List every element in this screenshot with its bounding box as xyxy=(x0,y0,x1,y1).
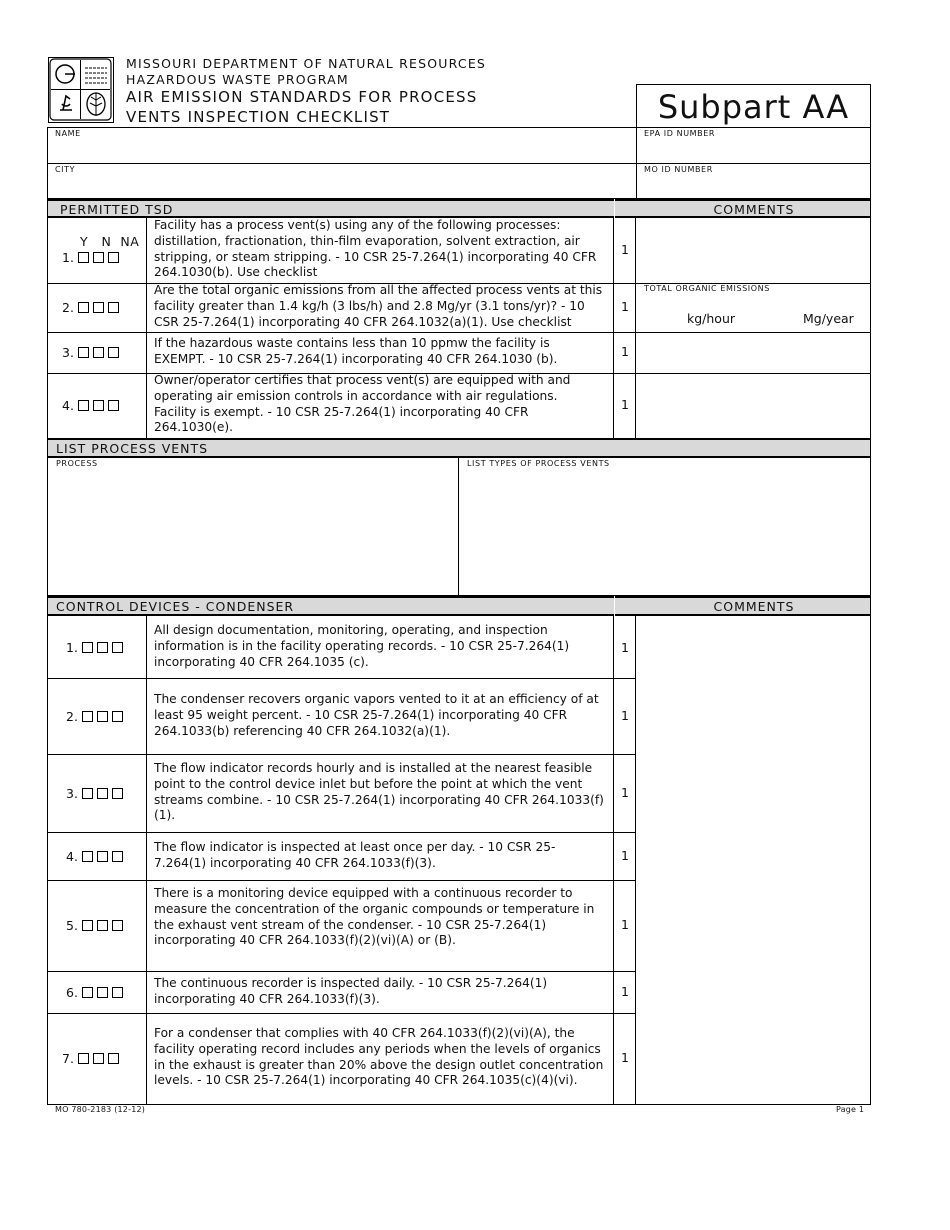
na-checkbox[interactable] xyxy=(108,302,119,313)
condenser-row-5-number: 5. xyxy=(66,918,78,933)
condenser-row-5 xyxy=(47,880,636,971)
epa-id-label: EPA ID NUMBER xyxy=(644,129,716,138)
vent-types-label: LIST TYPES OF PROCESS VENTS xyxy=(467,459,610,468)
condenser-row-3-number: 3. xyxy=(66,786,78,801)
condenser-row-1 xyxy=(47,616,636,678)
tsd-row-3 xyxy=(47,332,871,373)
no-checkbox[interactable] xyxy=(97,788,108,799)
tsd-row-2 xyxy=(47,283,871,332)
na-checkbox[interactable] xyxy=(112,711,123,722)
condenser-row-6 xyxy=(47,971,636,1013)
epa-id-field[interactable] xyxy=(637,128,870,163)
no-checkbox[interactable] xyxy=(93,252,104,263)
vent-types-field[interactable] xyxy=(459,459,870,595)
tsd-row-4 xyxy=(47,373,871,439)
condenser-row-6-score: 1 xyxy=(621,984,629,999)
condenser-row-3 xyxy=(47,754,636,832)
subpart-box xyxy=(636,84,871,128)
no-checkbox[interactable] xyxy=(97,711,108,722)
mg-year-unit: Mg/year xyxy=(803,311,854,326)
condenser-row-5-text: There is a monitoring device equipped with a continuous recorder to measure the concentration of the organic compounds or temperature in the exhaust vent stream of the condenser. - 10 CSR 25-7.264(1) incorporating 40 CFR 264.1033(f)(2)(vi)(A) or (B). xyxy=(154,886,595,948)
city-field[interactable] xyxy=(48,164,636,199)
yes-checkbox[interactable] xyxy=(82,788,93,799)
condenser-row-6-number: 6. xyxy=(66,985,78,1000)
condenser-row-6-text: The continuous recorder is inspected daily. - 10 CSR 25-7.264(1) incorporating 40 CFR 264.1033(f)(3). xyxy=(154,976,548,1006)
no-checkbox[interactable] xyxy=(97,920,108,931)
city-label: CITY xyxy=(55,165,76,174)
tsd-row-4-score: 1 xyxy=(621,397,629,412)
yes-checkbox[interactable] xyxy=(78,302,89,313)
no-checkbox[interactable] xyxy=(97,851,108,862)
page-number: Page 1 xyxy=(836,1105,865,1114)
ynna-header: Y N NA xyxy=(80,234,140,249)
subpart-title: Subpart AA xyxy=(657,88,850,126)
no-checkbox[interactable] xyxy=(93,302,104,313)
tsd-row-1 xyxy=(47,218,871,283)
yes-checkbox[interactable] xyxy=(82,642,93,653)
tsd-row-2-number: 2. xyxy=(62,300,74,315)
condenser-row-4-score: 1 xyxy=(621,848,629,863)
no-checkbox[interactable] xyxy=(97,642,108,653)
name-label: NAME xyxy=(55,129,81,138)
yes-checkbox[interactable] xyxy=(78,347,89,358)
condenser-row-7-text: For a condenser that complies with 40 CFR 264.1033(f)(2)(vi)(A), the facility operating record includes any periods when the levels of organics in the exhaust is greater than 20% above the design outlet concentration levels. - 10 CSR 25-7.264(1) incorporating 40 CFR 264.1035(c)(4)(vi). xyxy=(154,1026,604,1088)
tsd-row-4-number: 4. xyxy=(62,398,74,413)
permitted-tsd-comments-title: COMMENTS xyxy=(713,202,795,217)
tsd-row-3-text: If the hazardous waste contains less than 10 ppmw the facility is EXEMPT. - 10 CSR 25-7.264(1) incorporating 40 CFR 264.1030 (b). xyxy=(154,336,558,366)
condenser-row-2-score: 1 xyxy=(621,708,629,723)
no-checkbox[interactable] xyxy=(93,400,104,411)
form-title-line-2: VENTS INSPECTION CHECKLIST xyxy=(126,108,391,126)
na-checkbox[interactable] xyxy=(108,400,119,411)
form-number: MO 780-2183 (12-12) xyxy=(55,1105,146,1114)
mo-id-label: MO ID NUMBER xyxy=(644,165,713,174)
condenser-row-2-number: 2. xyxy=(66,709,78,724)
tsd-row-3-number: 3. xyxy=(62,345,74,360)
condenser-row-4 xyxy=(47,832,636,880)
tsd-row-1-text: Facility has a process vent(s) using any of the following processes: distillation, fractionation, thin-film evaporation, solvent extraction, air stripping, or steam stripping. - 10 CSR 25-7.264(1) incorporating 40 CFR 264.1030(b). Use checklist xyxy=(154,218,597,280)
kg-hour-unit: kg/hour xyxy=(687,311,736,326)
form-title-line-1: AIR EMISSION STANDARDS FOR PROCESS xyxy=(126,88,478,106)
condenser-row-1-score: 1 xyxy=(621,640,629,655)
condenser-row-4-number: 4. xyxy=(66,849,78,864)
condenser-row-7 xyxy=(47,1013,636,1105)
condenser-title: CONTROL DEVICES - CONDENSER xyxy=(56,599,295,614)
process-label: PROCESS xyxy=(56,459,98,468)
permitted-tsd-header xyxy=(47,199,871,218)
condenser-row-7-score: 1 xyxy=(621,1050,629,1065)
agency-name: MISSOURI DEPARTMENT OF NATURAL RESOURCES xyxy=(126,56,487,71)
condenser-row-1-text: All design documentation, monitoring, operating, and inspection information is in the facility operating records. - 10 CSR 25-7.264(1) incorporating 40 CFR 264.1035 (c). xyxy=(154,623,570,669)
no-checkbox[interactable] xyxy=(93,1053,104,1064)
condenser-row-4-text: The flow indicator is inspected at least once per day. - 10 CSR 25-7.264(1) incorporating 40 CFR 264.1033(f)(3). xyxy=(154,840,556,870)
na-checkbox[interactable] xyxy=(108,1053,119,1064)
condenser-row-1-number: 1. xyxy=(66,640,78,655)
yes-checkbox[interactable] xyxy=(78,252,89,263)
name-field[interactable] xyxy=(48,128,636,163)
total-organic-emissions-label: TOTAL ORGANIC EMISSIONS xyxy=(644,284,770,293)
mo-id-field[interactable] xyxy=(637,164,870,199)
condenser-row-7-number: 7. xyxy=(62,1051,74,1066)
condenser-comments-title: COMMENTS xyxy=(713,599,795,614)
na-checkbox[interactable] xyxy=(108,347,119,358)
process-field[interactable] xyxy=(48,459,458,595)
no-checkbox[interactable] xyxy=(97,987,108,998)
tsd-row-1-score: 1 xyxy=(621,242,629,257)
yes-checkbox[interactable] xyxy=(82,711,93,722)
tsd-row-3-score: 1 xyxy=(621,344,629,359)
condenser-row-5-score: 1 xyxy=(621,917,629,932)
missouri-dnr-logo-icon xyxy=(49,58,112,121)
program-name: HAZARDOUS WASTE PROGRAM xyxy=(126,72,349,87)
dnr-logo xyxy=(48,57,114,123)
na-checkbox[interactable] xyxy=(112,642,123,653)
tsd-row-2-score: 1 xyxy=(621,299,629,314)
tsd-row-1-number: 1. xyxy=(62,250,74,265)
no-checkbox[interactable] xyxy=(93,347,104,358)
na-checkbox[interactable] xyxy=(112,920,123,931)
yes-checkbox[interactable] xyxy=(82,920,93,931)
na-checkbox[interactable] xyxy=(108,252,119,263)
yes-checkbox[interactable] xyxy=(78,1053,89,1064)
condenser-comments-field[interactable] xyxy=(636,617,870,1104)
permitted-tsd-title: PERMITTED TSD xyxy=(60,202,174,217)
process-vents-title: LIST PROCESS VENTS xyxy=(56,441,209,456)
na-checkbox[interactable] xyxy=(112,851,123,862)
na-checkbox[interactable] xyxy=(112,788,123,799)
na-checkbox[interactable] xyxy=(112,987,123,998)
tsd-row-4-text: Owner/operator certifies that process vent(s) are equipped with and operating air emission controls in accordance with air regulations. Facility is exempt. - 10 CSR 25-7.264(1) incorporating 40 CFR 264.1030(e). xyxy=(154,373,571,435)
tsd-row-2-text: Are the total organic emissions from all the affected process vents at this facility greater than 1.4 kg/h (3 lbs/h) and 2.8 Mg/yr (3.1 tons/yr)? - 10 CSR 25-7.264(1) incorporating 40 CFR 264.1032(a)(1). Use checklist xyxy=(154,283,603,329)
yes-checkbox[interactable] xyxy=(82,851,93,862)
condenser-row-3-score: 1 xyxy=(621,785,629,800)
yes-checkbox[interactable] xyxy=(78,400,89,411)
process-vents-header xyxy=(47,439,871,458)
yes-checkbox[interactable] xyxy=(82,987,93,998)
condenser-row-3-text: The flow indicator records hourly and is installed at the nearest feasible point to the control device inlet but before the point at which the vent streams combine. - 10 CSR 25-7.264(1) incorporating 40 CFR 264.1033(f)(1). xyxy=(154,761,604,823)
condenser-row-2 xyxy=(47,678,636,754)
condenser-header xyxy=(47,596,871,616)
condenser-row-2-text: The condenser recovers organic vapors vented to it at an efficiency of at least 95 weight percent. - 10 CSR 25-7.264(1) incorporating 40 CFR 264.1033(b) referencing 40 CFR 264.1032(a)(1). xyxy=(154,692,599,738)
